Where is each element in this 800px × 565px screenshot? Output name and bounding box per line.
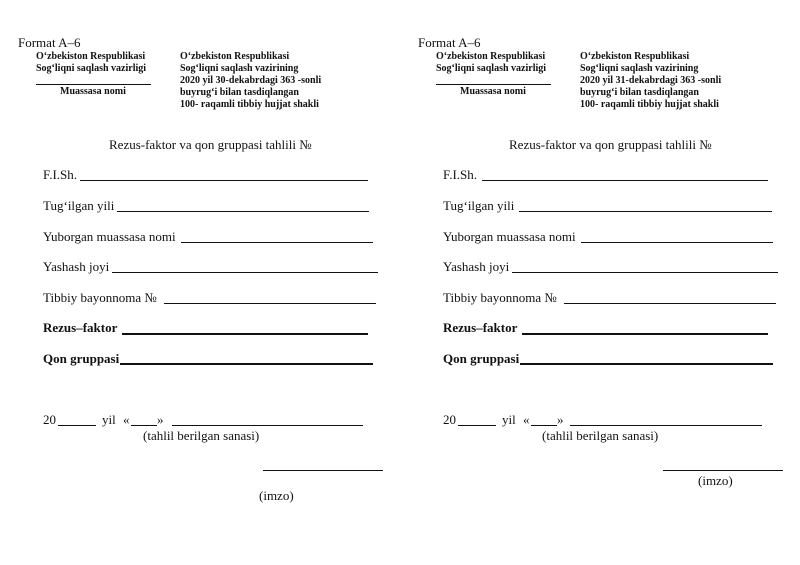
signature-label: (imzo) — [259, 488, 294, 503]
field-label-fish: F.I.Sh. — [443, 167, 477, 182]
date-caption: (tahlil berilgan sanasi) — [143, 428, 260, 443]
date-prefix: 20 — [443, 412, 456, 427]
field-label-fish: F.I.Sh. — [43, 167, 77, 182]
institution-name-line[interactable] — [436, 84, 551, 85]
approval-line-3: 2020 yil 30-dekabrdagi 363 -sonli — [180, 75, 322, 86]
approval-line-3: 2020 yil 31-dekabrdagi 363 -sonli — [580, 75, 722, 86]
approval-line-1: O‘zbekiston Respublikasi — [180, 51, 290, 62]
date-close-quote: » — [557, 412, 564, 427]
date-prefix: 20 — [43, 412, 56, 427]
signature-line[interactable] — [663, 470, 783, 471]
result-label-rhesus: Rezus–faktor — [443, 320, 518, 335]
approval-line-2: Sog‘liqni saqlash vazirining — [580, 63, 699, 74]
date-month-line[interactable] — [172, 425, 363, 426]
date-open-quote: « — [123, 412, 130, 427]
field-label-sender: Yuborgan muassasa nomi — [443, 229, 576, 244]
field-fish-line[interactable] — [482, 180, 768, 181]
field-sender-line[interactable] — [581, 242, 773, 243]
format-code: Format A–6 — [418, 35, 481, 50]
field-address-line[interactable] — [512, 272, 778, 273]
result-rhesus-line[interactable] — [122, 333, 368, 335]
institution-label: Muassasa nomi — [60, 86, 126, 97]
ministry-line-2: Sog‘liqni saqlash vazirligi — [36, 63, 147, 74]
ministry-line-2: Sog‘liqni saqlash vazirligi — [436, 63, 547, 74]
signature-label: (imzo) — [698, 473, 733, 488]
field-label-sender: Yuborgan muassasa nomi — [43, 229, 176, 244]
approval-line-5: 100- raqamli tibbiy hujjat shakli — [180, 99, 319, 110]
field-record-line[interactable] — [164, 303, 376, 304]
result-blood-group-line[interactable] — [520, 363, 773, 365]
ministry-line-1: O‘zbekiston Respublikasi — [436, 51, 546, 62]
form-right — [400, 0, 800, 565]
field-address-line[interactable] — [112, 272, 378, 273]
field-label-address: Yashash joyi — [443, 259, 510, 274]
date-day-line[interactable] — [531, 425, 557, 426]
result-label-rhesus: Rezus–faktor — [43, 320, 118, 335]
ministry-line-1: O‘zbekiston Respublikasi — [36, 51, 146, 62]
field-label-birth-year: Tug‘ilgan yili — [43, 198, 115, 213]
field-label-address: Yashash joyi — [43, 259, 110, 274]
field-birth-year-line[interactable] — [117, 211, 369, 212]
date-year-line[interactable] — [58, 425, 96, 426]
date-year-word: yil — [502, 412, 516, 427]
date-caption: (tahlil berilgan sanasi) — [542, 428, 659, 443]
institution-name-line[interactable] — [36, 84, 151, 85]
approval-line-4: buyrug‘i bilan tasdiqlangan — [580, 87, 699, 98]
date-year-line[interactable] — [458, 425, 496, 426]
result-label-blood-group: Qon gruppasi — [443, 351, 520, 366]
form-title: Rezus-faktor va qon gruppasi tahlili № — [109, 137, 312, 152]
date-month-line[interactable] — [570, 425, 762, 426]
date-open-quote: « — [523, 412, 530, 427]
signature-line[interactable] — [263, 470, 383, 471]
field-record-line[interactable] — [564, 303, 776, 304]
approval-line-5: 100- raqamli tibbiy hujjat shakli — [580, 99, 719, 110]
date-close-quote: » — [157, 412, 164, 427]
institution-label: Muassasa nomi — [460, 86, 526, 97]
field-label-birth-year: Tug‘ilgan yili — [443, 198, 515, 213]
date-year-word: yil — [102, 412, 116, 427]
field-fish-line[interactable] — [80, 180, 368, 181]
date-day-line[interactable] — [131, 425, 157, 426]
field-label-record: Tibbiy bayonnoma № — [43, 290, 157, 305]
field-birth-year-line[interactable] — [519, 211, 772, 212]
result-blood-group-line[interactable] — [120, 363, 373, 365]
field-label-record: Tibbiy bayonnoma № — [443, 290, 557, 305]
approval-line-2: Sog‘liqni saqlash vazirining — [180, 63, 299, 74]
result-rhesus-line[interactable] — [522, 333, 768, 335]
form-title: Rezus-faktor va qon gruppasi tahlili № — [509, 137, 712, 152]
approval-line-4: buyrug‘i bilan tasdiqlangan — [180, 87, 299, 98]
result-label-blood-group: Qon gruppasi — [43, 351, 120, 366]
approval-line-1: O‘zbekiston Respublikasi — [580, 51, 690, 62]
format-code: Format A–6 — [18, 35, 81, 50]
field-sender-line[interactable] — [181, 242, 373, 243]
